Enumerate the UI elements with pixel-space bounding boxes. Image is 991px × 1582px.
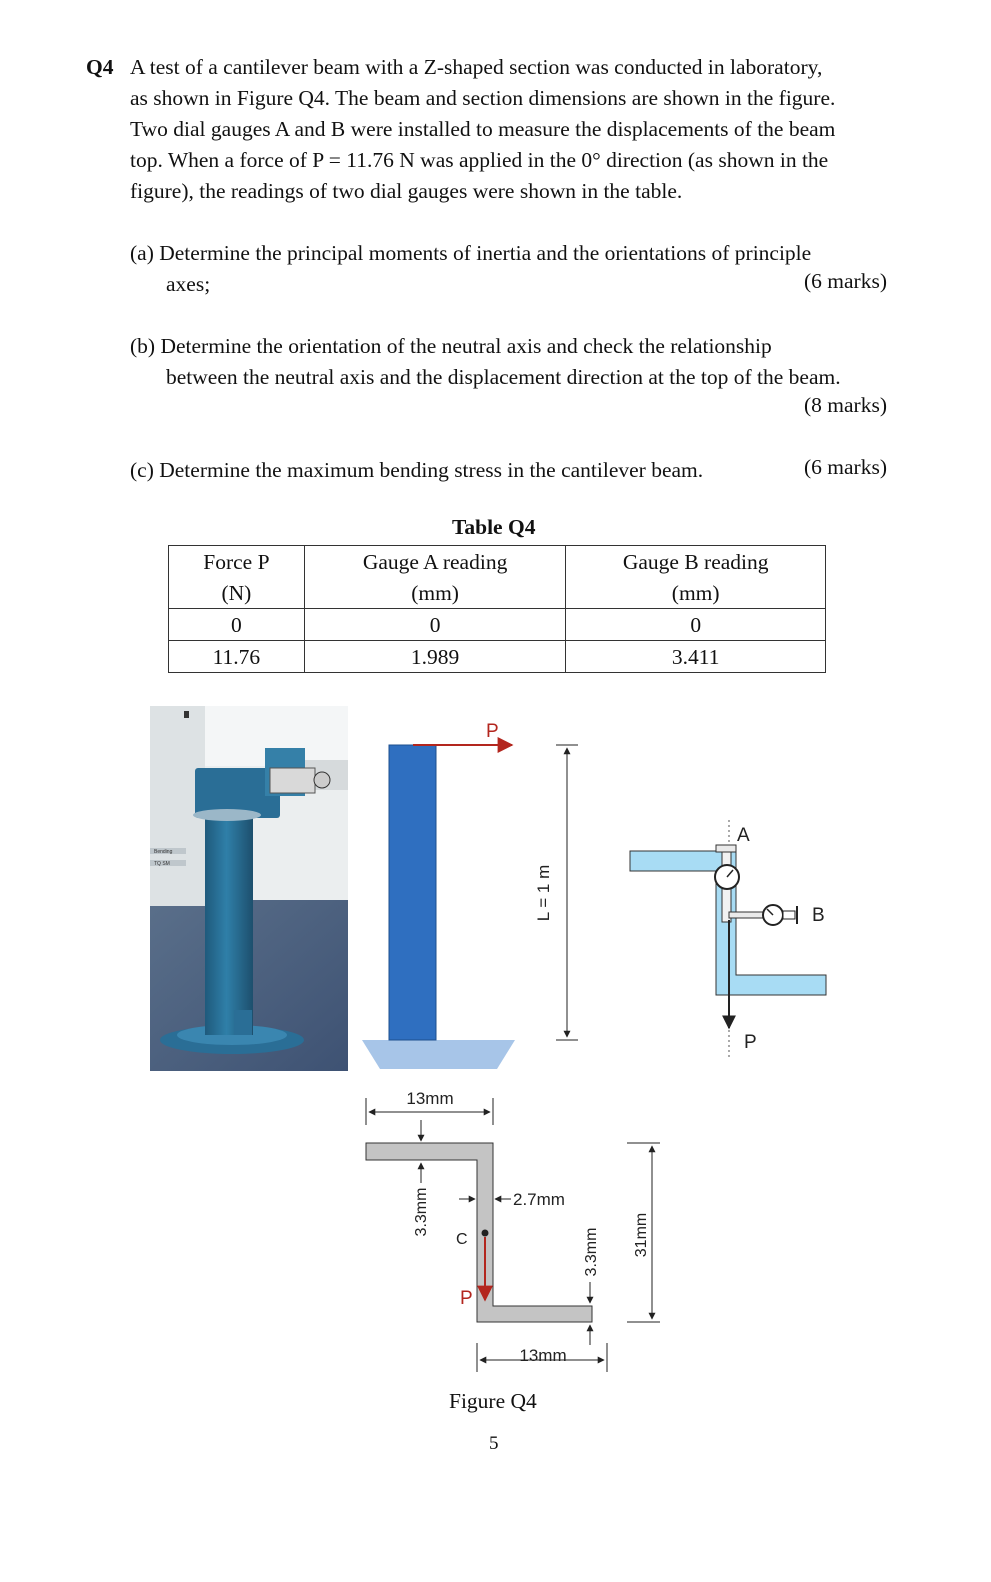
part-c-marks: (6 marks): [804, 455, 887, 479]
right-flange-thickness-label: 3.3mm: [583, 1227, 600, 1277]
cell-gauge-a: 0: [304, 609, 566, 641]
part-a-line-1: (a) Determine the principal moments of inertia and the orientations of principle: [130, 241, 812, 265]
question-number: Q4: [86, 55, 114, 79]
header-force-text: Force P: [203, 549, 270, 574]
centroid-point-icon: [482, 1230, 489, 1237]
header-gauge-a-unit: (mm): [304, 577, 566, 609]
part-b-marks: (8 marks): [804, 393, 887, 417]
question-intro-line-5: figure), the readings of two dial gauges were shown in the table.: [130, 179, 683, 203]
cantilever-elevation: [362, 721, 578, 1069]
section-force-label: P: [460, 1288, 473, 1309]
part-c-line-1: (c) Determine the maximum bending stress in the cantilever beam.: [130, 458, 704, 482]
part-b-line-1: (b) Determine the orientation of the neutral axis and check the relationship: [130, 334, 772, 358]
centroid-label: C: [456, 1231, 468, 1248]
cell-force: 11.76: [169, 641, 305, 673]
header-gauge-a-text: Gauge A reading: [362, 549, 508, 574]
z-section-with-gauges: [630, 820, 826, 1060]
z-cross-section: [366, 1089, 660, 1372]
bottom-width-label: 13mm: [519, 1346, 567, 1365]
height-label: 31mm: [633, 1212, 650, 1258]
part-a-marks: (6 marks): [804, 269, 887, 293]
page-number: 5: [489, 1433, 499, 1454]
left-flange-thickness-label: 3.3mm: [413, 1187, 430, 1237]
part-a-line-2: axes;: [166, 272, 211, 296]
question-intro-line-1: A test of a cantilever beam with a Z-shaped section was conducted in laboratory,: [130, 55, 823, 79]
figure-caption: Figure Q4: [449, 1389, 537, 1413]
photo-label-1: Bending: [154, 849, 173, 855]
force-label: P: [486, 721, 499, 742]
web-thickness-label: 2.7mm: [513, 1190, 565, 1209]
gauge-b-label: B: [812, 905, 825, 926]
photo-label-2: TQ SM: [154, 861, 170, 867]
question-intro-line-4: top. When a force of P = 11.76 N was applied in the 0° direction (as shown in the: [130, 148, 829, 172]
question-intro-line-2: as shown in Figure Q4. The beam and section dimensions are shown in the figure.: [130, 86, 836, 110]
cell-gauge-b: 0: [566, 609, 826, 641]
z-section-shape: [366, 1143, 592, 1322]
table-caption: Table Q4: [452, 515, 536, 539]
part-b-line-2: between the neutral axis and the displacement direction at the top of the beam.: [166, 365, 841, 389]
plan-force-label: P: [744, 1032, 757, 1053]
cell-gauge-a: 1.989: [304, 641, 566, 673]
length-label: L = 1 m: [534, 864, 553, 922]
cell-gauge-b: 3.411: [566, 641, 826, 673]
beam: [389, 745, 436, 1040]
header-force-unit: (N): [169, 577, 305, 609]
cell-force: 0: [169, 609, 305, 641]
question-intro-line-3: Two dial gauges A and B were installed to measure the displacements of the beam: [130, 117, 836, 141]
header-gauge-b-unit: (mm): [566, 577, 826, 609]
lab-rig-photo: [150, 706, 348, 1071]
gauge-a-label: A: [737, 825, 750, 846]
top-width-label: 13mm: [406, 1089, 454, 1108]
header-gauge-b-text: Gauge B reading: [622, 549, 769, 574]
fixed-support: [362, 1040, 515, 1069]
